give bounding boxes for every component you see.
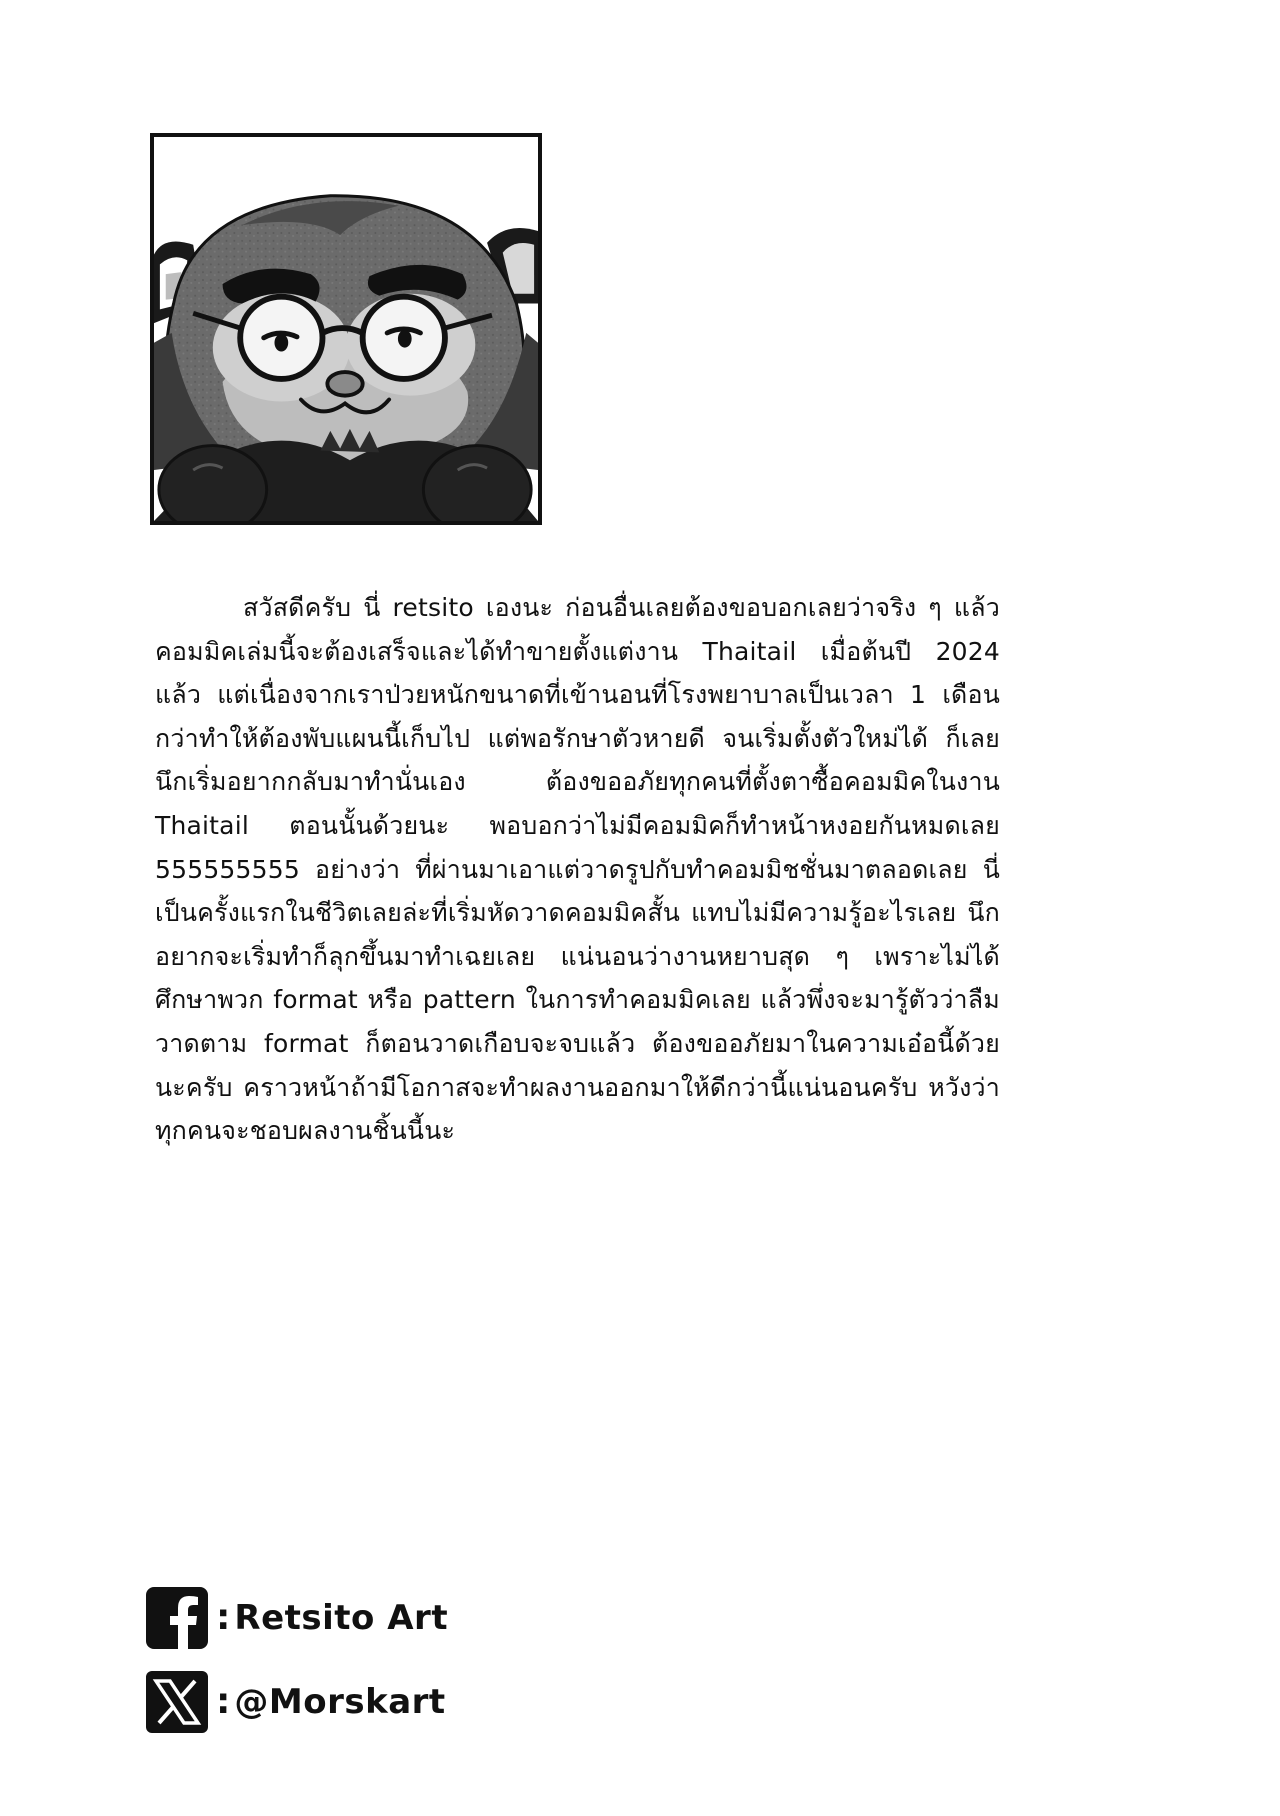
x-twitter-icon xyxy=(144,1669,210,1735)
facebook-separator: : xyxy=(216,1597,231,1638)
red-panda-illustration xyxy=(154,137,538,521)
x-separator: : xyxy=(216,1681,231,1722)
author-portrait xyxy=(150,133,542,525)
facebook-handle: Retsito Art xyxy=(234,1598,449,1638)
social-links xyxy=(144,1584,544,1752)
facebook-link[interactable] xyxy=(144,1584,544,1652)
afterword-text xyxy=(155,586,1000,1153)
x-handle: @Morskart xyxy=(234,1682,446,1722)
x-link[interactable] xyxy=(144,1668,544,1736)
facebook-icon xyxy=(144,1585,210,1651)
afterword-paragraph: สวัสดีครับ นี่ retsito เองนะ ก่อนอื่นเลยต้องขอบอกเลยว่าจริง ๆ แล้วคอมมิคเล่มนี้จะต้องเสร็จและได้ทำขายตั้งแต่งาน Thaitail เมื่อต้นปี 2024 แล้ว แต่เนื่องจากเราป่วยหนักขนาดที่เข้านอนที่โรงพยาบาลเป็นเวลา 1 เดือนกว่าทำให้ต้องพับแผนนี้เก็บไป แต่พอรักษาตัวหายดี จนเริ่มตั้งตัวใหม่ได้ ก็เลยนึกเริ่มอยากกลับมาทำนั่นเอง ต้องขออภัยทุกคนที่ตั้งตาซื้อคอมมิคในงาน Thaitail ตอนนั้นด้วยนะ พอบอกว่าไม่มีคอมมิคก็ทำหน้าหงอยกันหมดเลย 555555555 อย่างว่า ที่ผ่านมาเอาแต่วาดรูปกับทำคอมมิชชั่นมาตลอดเลย นี่เป็นครั้งแรกในชีวิตเลยล่ะที่เริ่มหัดวาดคอมมิคสั้น แทบไม่มีความรู้อะไรเลย นึกอยากจะเริ่มทำก็ลุกขึ้นมาทำเฉยเลย แน่นอนว่างานหยาบสุด ๆ เพราะไม่ได้ศึกษาพวก format หรือ pattern ในการทำคอมมิคเลย แล้วพึ่งจะมารู้ตัวว่าลืมวาดตาม format ก็ตอนวาดเกือบจะจบแล้ว ต้องขออภัยมาในความเอ๋อนี้ด้วยนะครับ คราวหน้าถ้ามีโอกาสจะทำผลงานออกมาให้ดีกว่านี้แน่นอนครับ หวังว่าทุกคนจะชอบผลงานชิ้นนี้นะ xyxy=(155,593,1000,1146)
